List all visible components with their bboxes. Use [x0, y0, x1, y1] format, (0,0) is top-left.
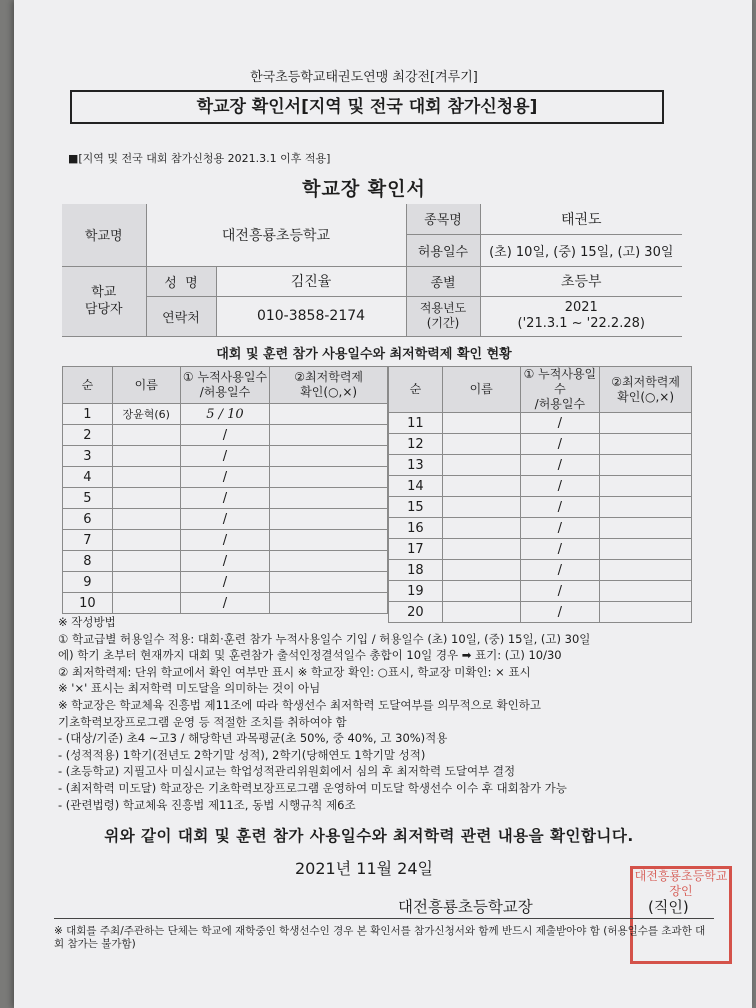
event-label: 종목명 — [406, 204, 480, 234]
document-title: 학교장 확인서 — [302, 178, 426, 200]
cell-no: 10 — [63, 593, 113, 614]
cell-check — [600, 455, 692, 476]
table-row — [389, 434, 692, 455]
participation-table-left — [62, 366, 388, 614]
cell-no: 3 — [63, 446, 113, 467]
instruction-line: - (초등학교) 지필고사 미실시교는 학업성적관리위원회에서 심의 후 최저학력 도달여부 결정 — [58, 764, 516, 779]
cell-no: 5 — [63, 488, 113, 509]
cell-name — [112, 446, 180, 467]
cell-check — [270, 425, 388, 446]
cell-check — [270, 467, 388, 488]
cell-check — [270, 488, 388, 509]
cell-check — [270, 509, 388, 530]
cell-days: / — [180, 530, 270, 551]
table-row — [63, 425, 388, 446]
cell-no: 16 — [389, 518, 443, 539]
issue-date: 2021년 11월 24일 — [295, 859, 433, 878]
cell-name — [112, 572, 180, 593]
contact-phone-value: 010-3858-2174 — [216, 296, 406, 336]
cell-check — [600, 581, 692, 602]
cell-days: / — [520, 476, 600, 497]
form-title: 학교장 확인서[지역 및 전국 대회 참가신청용] — [70, 90, 664, 124]
instruction-line: - (관련법령) 학교체육 진흥법 제11조, 동법 시행규칙 제6조 — [58, 797, 356, 812]
table-row — [389, 518, 692, 539]
cell-days: / — [180, 446, 270, 467]
cell-no: 17 — [389, 539, 443, 560]
cell-days: / — [520, 434, 600, 455]
cell-days: / — [520, 413, 600, 434]
type-label: 종별 — [406, 266, 480, 296]
cell-no: 7 — [63, 530, 113, 551]
year-label: 적용년도 (기간) — [406, 296, 480, 336]
school-value: 대전흥룡초등학교 — [146, 204, 406, 266]
cell-no: 11 — [389, 413, 443, 434]
table-row — [63, 467, 388, 488]
table-row — [389, 560, 692, 581]
instruction-line: ※ 작성방법 — [58, 615, 116, 629]
footnote: ※ 대회를 주최/주관하는 단체는 학교에 재학중인 학생선수인 경우 본 확인서를 참가신청서와 함께 반드시 제출받아야 함 (허용일수를 초과한 대회 참가는 불가함) — [54, 918, 714, 951]
col-name-header: 이름 — [112, 367, 180, 404]
cell-no: 20 — [389, 602, 443, 623]
cell-check — [600, 560, 692, 581]
principal-name: 대전흥룡초등학교장 — [398, 898, 533, 916]
table-row — [63, 551, 388, 572]
cell-no: 2 — [63, 425, 113, 446]
cell-check — [600, 413, 692, 434]
table-row — [389, 455, 692, 476]
cell-days: / — [520, 581, 600, 602]
instruction-line: 기초학력보장프로그램 운영 등 적절한 조치를 취하여야 함 — [58, 714, 347, 729]
cell-days: / — [520, 455, 600, 476]
table-row — [63, 446, 388, 467]
cell-check — [270, 404, 388, 425]
table-row — [389, 497, 692, 518]
table-row — [389, 476, 692, 497]
allowed-days-value: (초) 10일, (중) 15일, (고) 30일 — [480, 234, 682, 266]
cell-name — [442, 434, 520, 455]
allowed-days-label: 허용일수 — [406, 234, 480, 266]
cell-days: / — [180, 425, 270, 446]
period-value: ('21.3.1 ~ '22.2.28) — [517, 316, 645, 331]
official-seal: 대전흥룡초등학교장인 — [630, 866, 732, 964]
contact-label: 학교 담당자 — [62, 266, 146, 336]
application-note: ■[지역 및 전국 대회 참가신청용 2021.3.1 이후 적용] — [68, 152, 331, 165]
instructions — [58, 614, 590, 813]
cell-check — [600, 497, 692, 518]
cell-no: 6 — [63, 509, 113, 530]
type-value: 초등부 — [480, 266, 682, 296]
cell-no: 12 — [389, 434, 443, 455]
cell-days: / — [180, 467, 270, 488]
table-row — [63, 572, 388, 593]
table-row — [63, 488, 388, 509]
instruction-line: 에) 학기 초부터 현재까지 대회 및 훈련참가 출석인정결석일수 총합이 10일 경우 ➡ 표기: (고) 10/30 — [58, 648, 562, 663]
instruction-line: - (성적적용) 1학기(전년도 2학기말 성적), 2학기(당해연도 1학기말 성적) — [58, 747, 426, 762]
cell-no: 15 — [389, 497, 443, 518]
confirmation-statement: 위와 같이 대회 및 훈련 참가 사용일수와 최저학력 관련 내용을 확인합니다. — [104, 827, 634, 845]
cell-name — [112, 467, 180, 488]
cell-check — [270, 572, 388, 593]
cell-days: / — [520, 518, 600, 539]
cell-name — [442, 581, 520, 602]
cell-name — [112, 509, 180, 530]
col-check-header: ②최저학력제 확인(○,×) — [270, 367, 388, 404]
cell-no: 1 — [63, 404, 113, 425]
table-row — [389, 581, 692, 602]
cell-name — [442, 455, 520, 476]
cell-days: / — [520, 539, 600, 560]
col-name-header: 이름 — [442, 367, 520, 413]
cell-name — [112, 593, 180, 614]
col-no-header: 순 — [63, 367, 113, 404]
cell-name — [442, 539, 520, 560]
cell-no: 13 — [389, 455, 443, 476]
col-days-header: ① 누적사용일수 /허용일수 — [180, 367, 270, 404]
cell-check — [270, 551, 388, 572]
instruction-line: ② 최저학력제: 단위 학교에서 확인 여부만 표시 ※ 학교장 확인: ○표시, 학교장 미확인: × 표시 — [58, 664, 531, 679]
cell-name — [112, 488, 180, 509]
participation-table-right — [388, 366, 692, 623]
cell-days: 5 / 10 — [180, 404, 270, 425]
cell-days: / — [520, 602, 600, 623]
cell-days: / — [520, 497, 600, 518]
cell-days: / — [520, 560, 600, 581]
year-value: 2021 — [564, 300, 598, 315]
col-no-header: 순 — [389, 367, 443, 413]
cell-name — [442, 497, 520, 518]
event-value: 태권도 — [480, 204, 682, 234]
cell-name — [442, 413, 520, 434]
organization-name: 한국초등학교태권도연맹 최강전[겨루기] — [250, 70, 478, 85]
cell-no: 9 — [63, 572, 113, 593]
table-row — [63, 530, 388, 551]
cell-check — [270, 446, 388, 467]
cell-name — [112, 551, 180, 572]
cell-no: 19 — [389, 581, 443, 602]
document-page — [14, 0, 752, 1008]
table-row — [389, 539, 692, 560]
cell-days: / — [180, 572, 270, 593]
table-row — [63, 593, 388, 614]
table-row — [389, 413, 692, 434]
cell-check — [600, 434, 692, 455]
cell-name — [442, 560, 520, 581]
cell-check — [600, 476, 692, 497]
cell-no: 18 — [389, 560, 443, 581]
school-info-table — [62, 204, 682, 337]
school-label: 학교명 — [62, 204, 146, 266]
instruction-line: ※ '×' 표시는 최저학력 미도달을 의미하는 것이 아님 — [58, 681, 321, 696]
col-check-header: ②최저학력제 확인(○,×) — [600, 367, 692, 413]
cell-name — [112, 425, 180, 446]
contact-name-label: 성 명 — [146, 266, 216, 296]
cell-days: / — [180, 509, 270, 530]
cell-name: 장윤혁(6) — [112, 404, 180, 425]
cell-check — [270, 593, 388, 614]
cell-no: 8 — [63, 551, 113, 572]
cell-name — [442, 518, 520, 539]
instruction-line: ① 학교급별 허용일수 적용: 대회·훈련 참가 누적사용일수 기입 / 허용일수 (초) 10일, (중) 15일, (고) 30일 — [58, 631, 591, 646]
seal-label: (직인) — [648, 898, 689, 916]
contact-phone-label: 연락처 — [146, 296, 216, 336]
contact-name-value: 김진율 — [216, 266, 406, 296]
cell-name — [112, 530, 180, 551]
table-row — [63, 509, 388, 530]
instruction-line: - (대상/기준) 초4 ~고3 / 해당학년 과목평균(초 50%, 중 40%, 고 30%)적용 — [58, 731, 448, 746]
cell-check — [600, 539, 692, 560]
cell-check — [270, 530, 388, 551]
col-days-header: ① 누적사용일수 /허용일수 — [520, 367, 600, 413]
cell-check — [600, 518, 692, 539]
cell-no: 4 — [63, 467, 113, 488]
table-row — [63, 404, 388, 425]
cell-days: / — [180, 551, 270, 572]
instruction-line: - (최저학력 미도달) 학교장은 기초학력보장프로그램 운영하여 미도달 학생선수 이수 후 대회참가 가능 — [58, 780, 567, 795]
cell-days: / — [180, 593, 270, 614]
cell-name — [442, 476, 520, 497]
instruction-line: ※ 학교장은 학교체육 진흥법 제11조에 따라 학생선수 최저학력 도달여부를 의무적으로 확인하고 — [58, 697, 541, 712]
cell-no: 14 — [389, 476, 443, 497]
section-title: 대회 및 훈련 참가 사용일수와 최저학력제 확인 현황 — [216, 347, 512, 362]
cell-days: / — [180, 488, 270, 509]
cell-check — [600, 602, 692, 623]
